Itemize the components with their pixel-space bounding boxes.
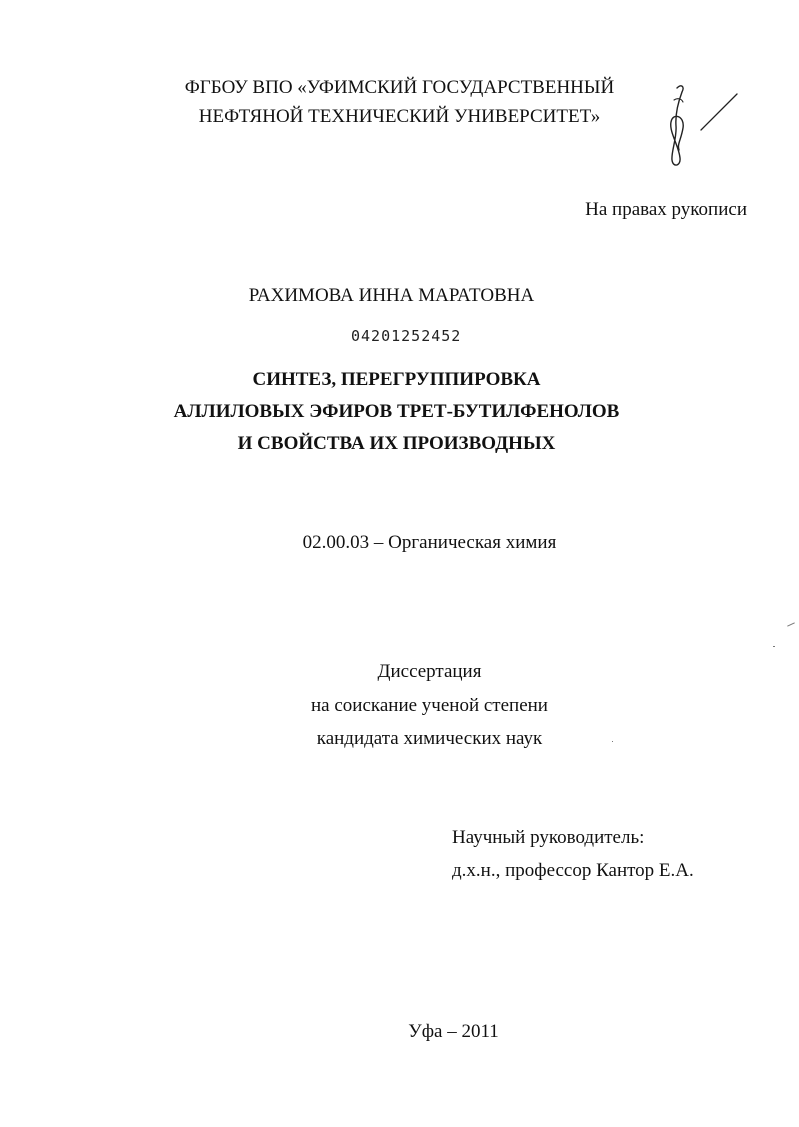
registry-number-stamp: 04201252452 (351, 327, 462, 345)
organization-line-2: НЕФТЯНОЙ ТЕХНИЧЕСКИЙ УНИВЕРСИТЕТ» (198, 106, 601, 127)
specialty: 02.00.03 – Органическая химия (302, 532, 557, 553)
handwritten-signature (655, 82, 745, 172)
scan-mark (773, 646, 775, 647)
supervisor-label: Научный руководитель: (452, 827, 645, 848)
organization-line-1: ФГБОУ ВПО «УФИМСКИЙ ГОСУДАРСТВЕННЫЙ (184, 77, 615, 98)
title-line-1: СИНТЕЗ, ПЕРЕГРУППИРОВКА (252, 369, 541, 390)
author-name: РАХИМОВА ИННА МАРАТОВНА (248, 285, 535, 306)
city-year: Уфа – 2011 (408, 1021, 499, 1042)
title-line-2: АЛЛИЛОВЫХ ЭФИРОВ ТРЕТ-БУТИЛФЕНОЛОВ (173, 401, 620, 422)
degree-line-2: на соискание ученой степени (311, 695, 548, 716)
degree-line-1: Диссертация (377, 661, 482, 682)
degree-line-3: кандидата химических наук (316, 728, 543, 749)
title-line-3: И СВОЙСТВА ИХ ПРОИЗВОДНЫХ (237, 433, 556, 454)
scan-mark (787, 622, 795, 626)
rights-note: На правах рукописи (585, 199, 747, 220)
supervisor-name: д.х.н., профессор Кантор Е.А. (452, 860, 694, 881)
scan-mark (612, 741, 613, 742)
